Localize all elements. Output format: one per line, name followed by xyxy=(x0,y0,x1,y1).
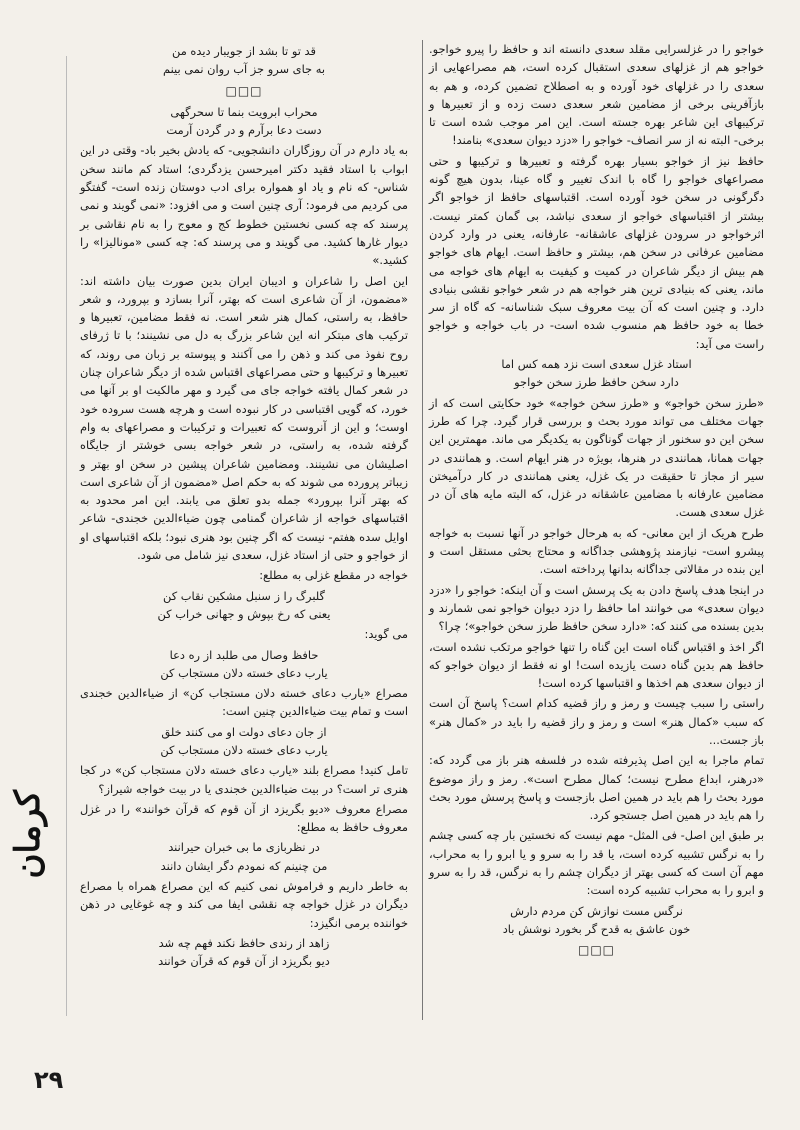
paragraph: «طرز سخن خواجو» و «طرز سخن خواجه» خود حکایتی است که از جهات مختلف می تواند مورد بحث و بررسی قرار گیرد. چرا که طرز سخن این دو سخنور از جهات گوناگون به یکدیگر می ماند. مهمترین این جهات همانا، همانندی در هنرها، بویژه در هنر ایهام است. و همانندی در سیر از مجاز تا حقیقت در یک غزل، یعنی همانندی در کار درآمیختن مضامین عارفانه با مضامین عاشقانه در غزل، که البته مایه های آن در غزل سعدی هست. xyxy=(429,395,764,520)
magazine-name: کرمان xyxy=(8,790,48,879)
section-separator: □□□ xyxy=(577,943,615,958)
verse-line: استاد غزل سعدی است نزد همه کس اما xyxy=(501,357,692,372)
verse-line: از جان دعای دولت او می کنند خلق xyxy=(161,724,327,739)
paragraph: در اینجا هدف پاسخ دادن به یک پرسش است و آن اینکه: خواجو را «دزد دیوان سعدی» می خوانند اما حافظ را دزد دیوان خواجو نمی شمارند و بدین بسنده می کنند که: «دارد سخن حافظ طرز سخن خواجو»؛ چرا؟ xyxy=(429,582,764,634)
verse xyxy=(80,723,408,760)
paragraph: خواجو را در غزلسرایی مقلد سعدی دانسته اند و حافظ را پیرو خواجو. خواجو هم از غزلهای سعدی استقبال کرده است، هم مصراعهایی از سعدی را در غزلهای خود آورده و به اصطلاح تضمین کرده، و هم به بازآفرینی برخی از مضامین شعر سعدی دست زده و از تعبیرها و ترکیبهای این شاعر بهره جسته است. این امر موجب شده است تا برخی- البته نه از سر انصاف- خواجو را «دزد دیوان سعدی» بنامند! xyxy=(429,42,764,148)
verse xyxy=(80,103,408,140)
verse-line: در نظربازی ما بی خبران حیرانند xyxy=(168,840,320,855)
verse xyxy=(80,934,408,971)
verse xyxy=(429,902,764,939)
verse-line: یارب دعای خسته دلان مستجاب کن xyxy=(160,742,328,757)
verse-line: گلبرگ را ز سنبل مشکین نقاب کن xyxy=(163,588,325,603)
paragraph: مصراع معروف «دیو بگریزد از آن قوم که قرآن خوانند» را در غزل معروف حافظ به مطلع: xyxy=(80,801,408,835)
verse-line: دیو بگریزد از آن قوم که قرآن خوانند xyxy=(158,954,330,969)
paragraph: اگر اخذ و اقتباس گناه است این گناه را تنها خواجو مرتکب نشده است، حافظ هم بدین گناه دست یازیده است! او نه فقط از دیوان خواجو که از دیوان سعدی هم اخذها و اقتباسها کرده است! xyxy=(429,639,764,691)
verse xyxy=(80,646,408,683)
paragraph: می گوید: xyxy=(364,627,408,642)
verse-line: من چنینم که نمودم دگر ایشان دانند xyxy=(160,858,328,873)
paragraph: حافظ نیز از خواجو بسیار بهره گرفته و تعبیرها و ترکیبها و حتی مصراعهای خواجو را گاه با اندک تغییر و گاه عینا، بدون هیچ گونه دگرگونی در سخن خود آورده است. اقتباسهای حافظ از خواجو اگر بیشتر از اقتباسهای خواجو از سعدی نباشد، بی گمان کمتر نیست. اثرخواجو در سرودن غزلهای عاشقانه- عارفانه، یعنی در وارد کردن مضامین عرفانی در سخن هم، بیشتر و حافظ است. ایهام های خواجو هم بیش از دیگر شاعران در کمیت و کیفیت به ایهام های خواجه می ماند، یعنی که بنیادی ترین هنر خواجه هم در شعر خواجو نقشی بنیادی دارد. و چنین است که آن بیت معروف سبک شناسانه- که گاه از سر خطا به خود حافظ هم منسوب شده است- در باب خواجه و خواجو راست می آید: xyxy=(429,153,764,351)
verse xyxy=(429,355,764,392)
verse-line: یارب دعای خسته دلان مستجاب کن xyxy=(160,665,328,680)
magazine-logo xyxy=(8,790,58,940)
paragraph: خواجه در مقطع غزلی به مطلع: xyxy=(259,568,408,583)
section-separator: □□□ xyxy=(225,83,263,98)
paragraph: تمام ماجرا به این اصل پذیرفته شده در فلسفه هنر باز می گردد که: «درهنر، ابداع مطرح نیست؛ کمال مطرح است». رمز و راز موضوع مورد بحث را هم باید در همین اصل بازجست و پاسخ پرسش مورد بحث را هم باید در همین اصل جستجو کرد. xyxy=(429,753,764,823)
verse-line: خون عاشق به قدح گر بخورد نوشش باد xyxy=(502,921,691,936)
verse-line: محراب ابرویت بنما تا سحرگهی xyxy=(170,104,318,119)
page-number: ۲۹ xyxy=(34,1066,64,1094)
verse-line: به جای سرو جز آب روان نمی بینم xyxy=(163,62,325,77)
left-column xyxy=(80,40,408,973)
verse xyxy=(80,587,408,624)
verse-line: زاهد از رندی حافظ نکند فهم چه شد xyxy=(158,935,330,950)
paragraph: به خاطر داریم و فراموش نمی کنیم که این مصراع همراه با مصراع دیگران در غزل خواجه چه نقشی ایفا می کند و چه غوغایی در ذهن خواننده برمی انگیزد: xyxy=(80,879,408,930)
paragraph: این اصل را شاعران و ادیبان ایران بدین صورت بیان داشته اند: «مضمون، از آن شاعری است که بهتر، آنرا بسازد و بپرورد، و شعر حافظ، به راستی، کمال هنر شعر است. نه فقط مضامین، تعبیرها و ترکیب های مبتکر انه این شاعر بزرگ به دل می نشینند؛ با تا ژرفای روح نفوذ می کند و ذهن را می آکنند و پیوسته بر زبان می روند، که تعبیرها و ترکیبها و حتی مصراعهای اقتباس شده از دیگر شاعران چنان در شعر کمال یافته خواجه جای می گیرد و مهر مالکیت او بر آنها می خورد، که گویی اقتباسی در کار نبوده است و هرچه هست سروده خود اوست؛ و این از آنروست که تعبیرات و ترکیبات و مصراعهای به وام گرفته شده، به راستی، در شعر خواجه بسی خوشتر از جایگاه اصلیشان می نشینند. ومضامین شاعران پیشین در سخن او بهتر و زیباتر پرورده می شوند که به حکم اصل «مضمون از آن شاعری است که بهتر آنرا بپرورد» جمله بدو تعلق می یابند. این امر محدود به اقتباسهای خواجه از شاعران گمنامی چون ضیاءالدین خجندی- شاعر اوایل سده هفتم- نیست که اگر چنین بود هنری نبود؛ بلکه اقتباسهای او از خواجو و حتی از استاد غزل، سعدی نیز شامل می شود. xyxy=(80,273,408,563)
verse xyxy=(80,42,408,79)
column-divider xyxy=(422,40,423,1020)
verse-line: یعنی که رخ بپوش و جهانی خراب کن xyxy=(157,606,331,621)
paragraph: بر طبق این اصل- فی المثل- مهم نیست که نخستین بار چه کسی چشم را به نرگس تشبیه کرده است، یا قد را به سرو و یا ابرو را به محراب، مهم آن است که کسی بهتر از دیگران چشم را به نرگس، قد را به سرو و ابرو را به محراب تشبیه کرده است: xyxy=(429,828,764,898)
paragraph: طرح هریک از این معانی- که به هرحال خواجو در آنها نسبت به خواجه پیشرو است- نیازمند پژوهشی جداگانه و محتاج بحثی مستقل است و این بنده در مقالاتی جداگانه بدانها پرداخته است. xyxy=(429,525,764,577)
verse-line: دست دعا برآرم و در گردن آرمت xyxy=(166,123,322,138)
paragraph: مصراع «یارب دعای خسته دلان مستجاب کن» از ضیاءالدین خجندی است و تمام بیت ضیاءالدین چنین است: xyxy=(80,686,408,719)
verse-line: قد تو تا بشد از جویبار دیده من xyxy=(172,44,316,58)
verse-line: حافظ وصال می طلبد از ره دعا xyxy=(169,647,319,662)
paragraph: تامل کنید! مصراع بلند «یارب دعای خسته دلان مستجاب کن» در کجا هنری تر است؟ در بیت ضیاءالدین خجندی یا در بیت خواجه شیراز؟ xyxy=(80,763,408,796)
verse xyxy=(80,838,408,875)
right-column xyxy=(429,40,764,963)
verse-line: نرگس مست نوازش کن مردم دارش xyxy=(510,903,683,918)
paragraph: راستی را سبب چیست و رمز و راز قضیه کدام است؟ پاسخ آن است که سبب «کمال هنر» است و رمز و راز قضیه را باید در «کمال هنر» باز جست... xyxy=(429,696,764,747)
paragraph: به یاد دارم در آن روزگاران دانشجویی- که یادش بخیر باد- وقتی در این ابواب با استاد فقید دکتر امیرحسن یزدگردی؛ استاد کم مانند سخن شناس- که نام و یاد او همواره برای ادب دوستان زنده است- گفتگو می کردیم می فرمود: آری چنین است و می افزود: «نمی گویند و نمی پرسند که چه کسی نخستین خطوط کج و معوج را به نام نقاشی بر دیوار غارها کشید. می گویند و می پرسند که: چه کسی «مونالیزا» را کشید.» xyxy=(80,143,408,268)
verse-line: دارد سخن حافظ طرز سخن خواجو xyxy=(514,375,679,390)
